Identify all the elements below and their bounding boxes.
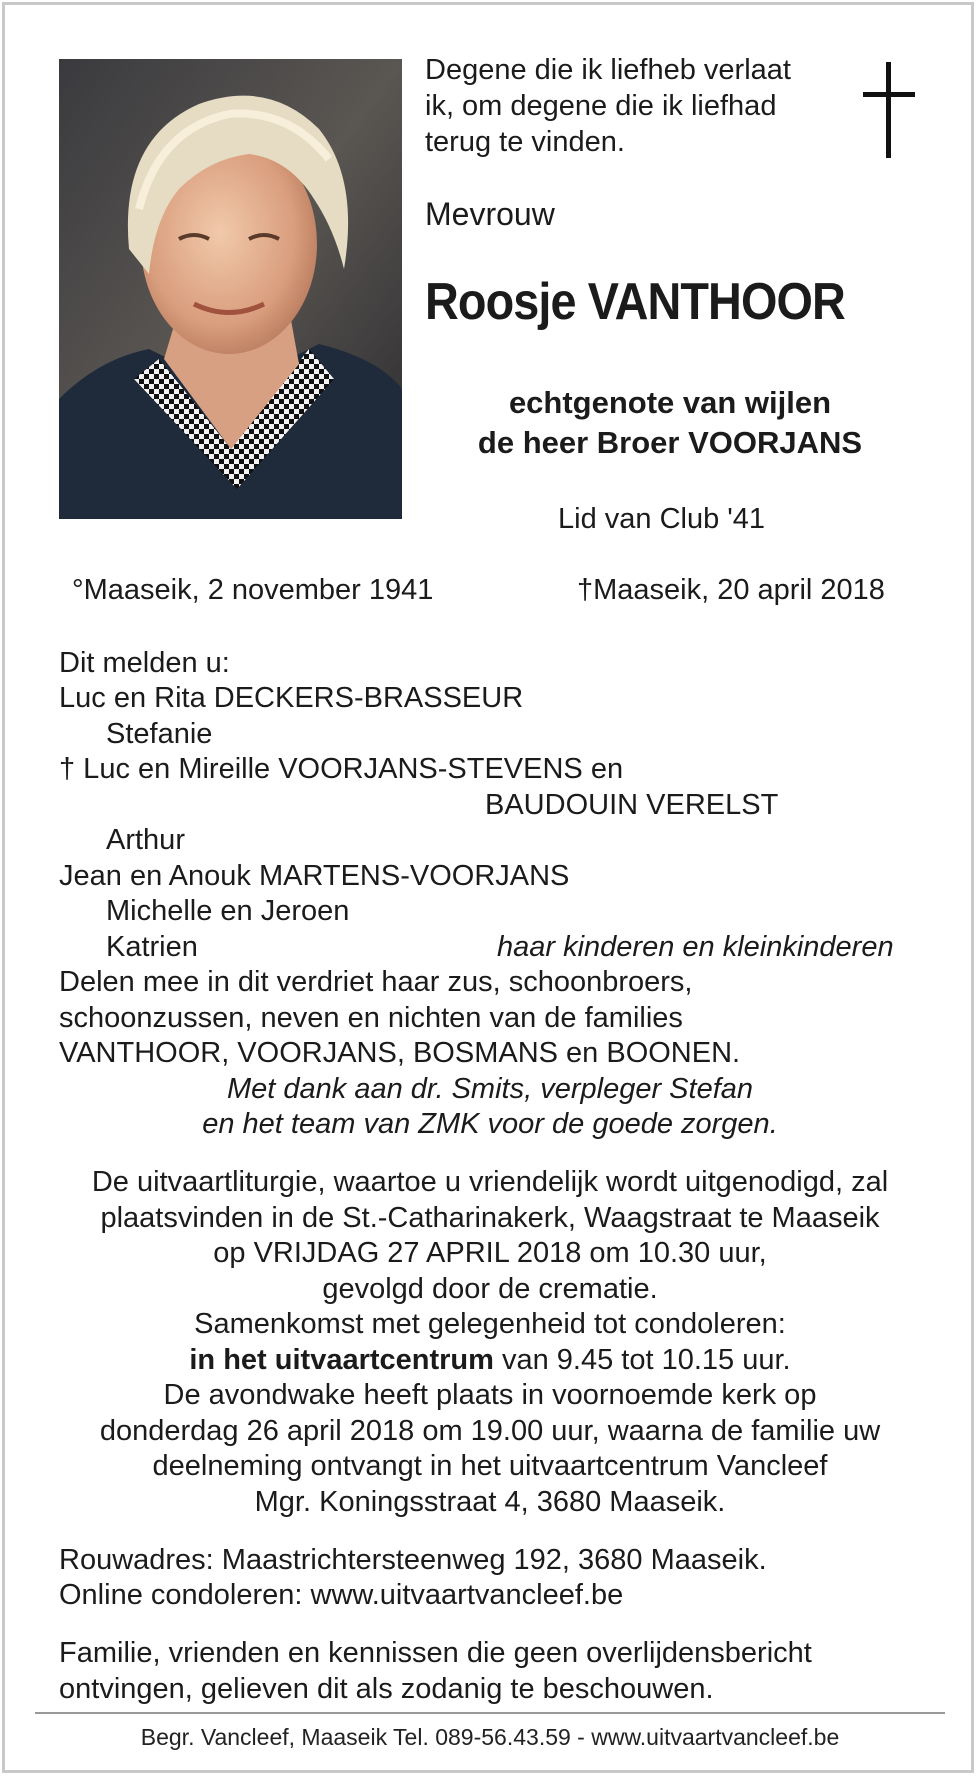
spouse-info bbox=[420, 383, 920, 463]
family-line: Arthur bbox=[106, 824, 185, 856]
family-line: † Luc en Mireille VOORJANS-STEVENS en bbox=[59, 753, 624, 785]
family-line: Luc en Rita DECKERS-BRASSEUR bbox=[59, 682, 524, 714]
family-line: Jean en Anouk MARTENS-VOORJANS bbox=[59, 860, 570, 892]
thanks-line: Met dank aan dr. Smits, verpleger Stefan bbox=[226, 1073, 754, 1105]
deceased-name: Roosje VANTHOOR bbox=[425, 273, 845, 331]
family-role: haar kinderen en kleinkinderen bbox=[497, 931, 894, 963]
family-line: Michelle en Jeroen bbox=[106, 895, 350, 927]
mourning-address: Rouwadres: Maastrichtersteenweg 192, 3680 Maaseik. bbox=[59, 1544, 767, 1576]
honorific: Mevrouw bbox=[425, 196, 555, 232]
family-line: schoonzussen, neven en nichten van de families bbox=[59, 1002, 683, 1034]
memorial-verse bbox=[425, 52, 791, 160]
closing-line: ontvingen, gelieven dit als zodanig te beschouwen. bbox=[59, 1673, 714, 1705]
verse-line: terug te vinden. bbox=[425, 126, 625, 158]
footer-divider bbox=[35, 1712, 945, 1714]
online-condolence: Online condoleren: www.uitvaartvancleef.be bbox=[59, 1579, 624, 1611]
ceremony-line: deelneming ontvangt in het uitvaartcentrum Vancleef bbox=[152, 1450, 828, 1482]
family-line: Delen mee in dit verdriet haar zus, schoonbroers, bbox=[59, 966, 693, 998]
ceremony-line: gevolgd door de crematie. bbox=[322, 1273, 658, 1305]
spouse-line: de heer Broer VOORJANS bbox=[477, 425, 863, 460]
spouse-line: echtgenote van wijlen bbox=[508, 385, 832, 420]
ceremony-line: Mgr. Koningsstraat 4, 3680 Maaseik. bbox=[254, 1486, 726, 1518]
birth-info: °Maaseik, 2 november 1941 bbox=[72, 574, 434, 606]
ceremony-line: op VRIJDAG 27 APRIL 2018 om 10.30 uur, bbox=[213, 1237, 767, 1269]
ceremony-venue: in het uitvaartcentrum bbox=[189, 1344, 494, 1376]
ceremony-line: donderdag 26 april 2018 om 19.00 uur, waarna de familie uw bbox=[99, 1415, 881, 1447]
membership: Lid van Club '41 bbox=[558, 503, 766, 535]
verse-line: ik, om degene die ik liefhad bbox=[425, 90, 777, 122]
ceremony-time: van 9.45 tot 10.15 uur. bbox=[493, 1344, 791, 1376]
verse-line: Degene die ik liefheb verlaat bbox=[425, 54, 791, 86]
cross-icon bbox=[863, 62, 915, 158]
family-line: Stefanie bbox=[106, 718, 213, 750]
ceremony-line: plaatsvinden in de St.-Catharinakerk, Waagstraat te Maaseik bbox=[100, 1202, 880, 1234]
family-line: VANTHOOR, VOORJANS, BOSMANS en BOONEN. bbox=[59, 1037, 741, 1069]
death-info: †Maaseik, 20 april 2018 bbox=[577, 574, 885, 606]
funeral-home-footer: Begr. Vancleef, Maaseik Tel. 089-56.43.59 - www.uitvaartvancleef.be bbox=[140, 1724, 840, 1750]
ceremony-line: De uitvaartliturgie, waartoe u vriendelijk wordt uitgenodigd, zal bbox=[91, 1166, 889, 1198]
ceremony-line bbox=[40, 1343, 940, 1379]
family-line: Katrien bbox=[106, 931, 198, 963]
family-line: BAUDOUIN VERELST bbox=[485, 789, 779, 821]
thanks-line: en het team van ZMK voor de goede zorgen. bbox=[202, 1108, 778, 1140]
family-intro: Dit melden u: bbox=[59, 647, 230, 679]
ceremony-line: De avondwake heeft plaats in voornoemde kerk op bbox=[163, 1379, 817, 1411]
portrait-photo bbox=[59, 59, 402, 519]
ceremony-line: Samenkomst met gelegenheid tot condoleren: bbox=[194, 1308, 786, 1340]
closing-line: Familie, vrienden en kennissen die geen overlijdensbericht bbox=[59, 1637, 812, 1669]
